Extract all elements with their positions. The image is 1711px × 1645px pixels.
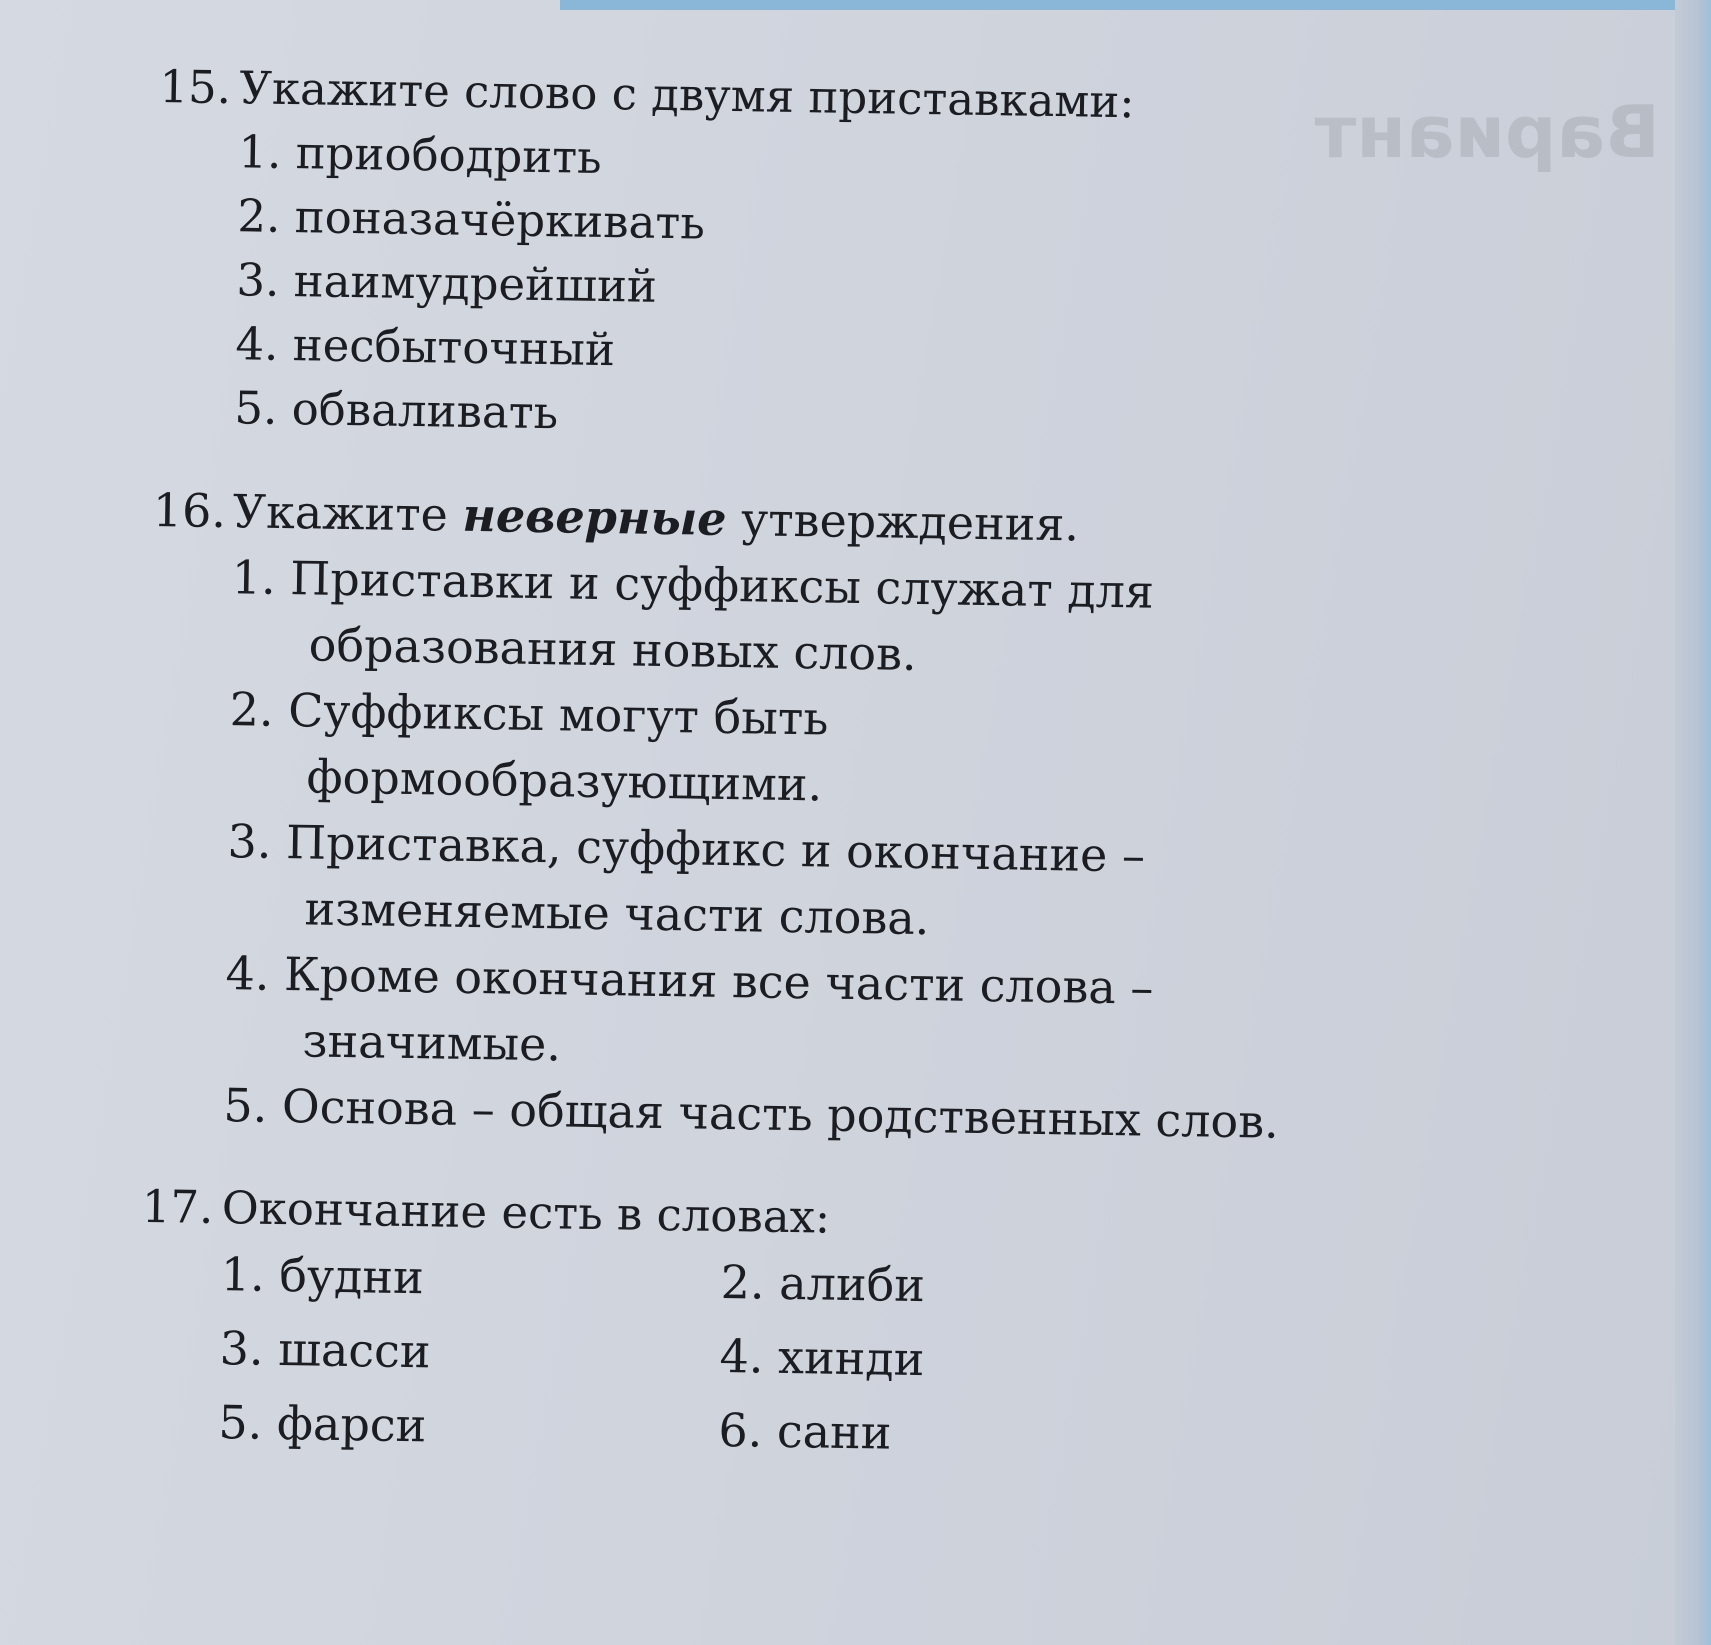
answer-option: 2. поназачёркивать	[237, 189, 706, 250]
option-line: 1. Приставки и суффиксы служат для	[231, 550, 1155, 619]
book-edge-right	[1675, 0, 1711, 1645]
option-continuation: формообразующими.	[306, 749, 823, 812]
answer-options	[234, 120, 1459, 459]
answer-option	[224, 940, 1446, 1091]
answer-option: 1. будни	[220, 1247, 425, 1305]
answer-option: 5. фарси	[218, 1395, 427, 1453]
option-line: 3. Приставка, суффикс и окончание –	[227, 814, 1146, 883]
answer-option: 6. сани	[718, 1402, 892, 1460]
book-edge-top	[560, 0, 1711, 10]
answer-option: 1. приободрить	[238, 125, 603, 184]
question-text: Окончание есть в словах:	[221, 1181, 831, 1244]
question-text: Укажите слово с двумя приставками:	[239, 61, 1136, 129]
answer-options	[223, 544, 1452, 1157]
option-continuation: образования новых слов.	[308, 617, 918, 681]
question-15	[154, 55, 1460, 459]
question-number: 15.	[159, 59, 232, 115]
option-line: 2. Суффиксы могут быть	[229, 682, 829, 746]
answer-option: 3. шасси	[219, 1321, 431, 1379]
answer-options-grid	[218, 1240, 1441, 1475]
exercise-content	[137, 55, 1459, 1513]
answer-option	[230, 544, 1452, 695]
bleed-through-text: Вариант	[1314, 90, 1660, 174]
answer-option	[226, 808, 1448, 959]
question-number: 16.	[152, 482, 227, 539]
answer-option	[228, 676, 1450, 827]
answer-option: 5. обваливать	[234, 381, 559, 440]
question-16	[143, 477, 1453, 1157]
option-continuation: изменяемые части слова.	[304, 881, 930, 946]
question-text-start: Укажите	[232, 484, 449, 542]
answer-option: 3. наимудрейший	[236, 253, 658, 313]
answer-option: 4. несбыточный	[235, 317, 616, 377]
question-text-end: утверждения.	[740, 492, 1080, 552]
question-number: 17.	[141, 1179, 214, 1234]
option-continuation: значимые.	[302, 1013, 562, 1072]
answer-option: 4. хинди	[719, 1328, 925, 1387]
option-line: 4. Кроме окончания все части слова –	[225, 946, 1154, 1015]
option-line: 5. Основа – общая часть родственных слов.	[223, 1078, 1280, 1149]
answer-option: 2. алиби	[720, 1254, 926, 1313]
question-17	[138, 1175, 1442, 1475]
question-emphasis: неверные	[462, 487, 727, 546]
